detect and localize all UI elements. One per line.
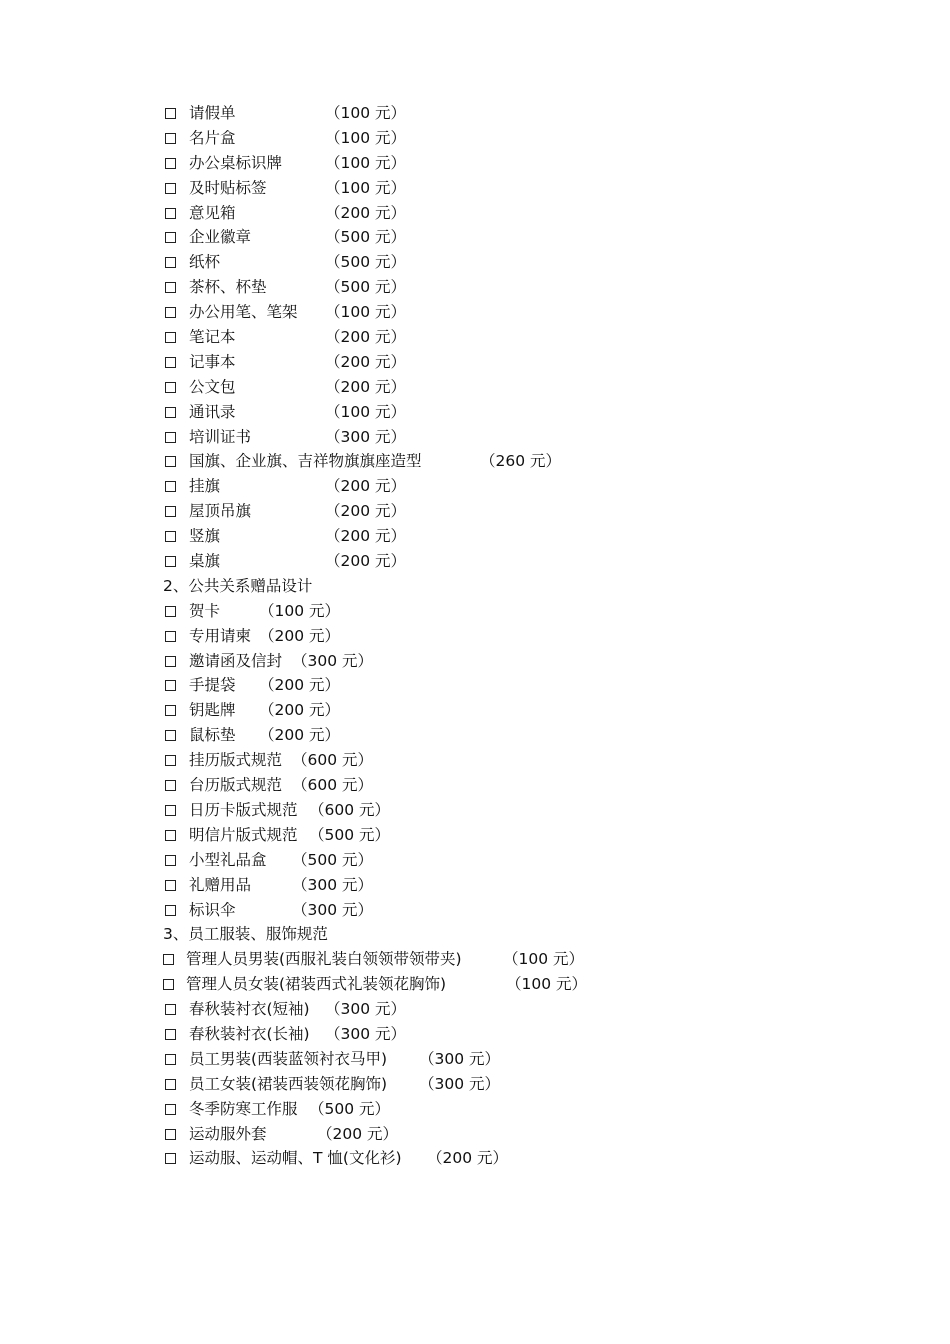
item-price: （300 元） — [419, 1049, 501, 1068]
list-item — [163, 1146, 883, 1171]
checkbox-icon[interactable] — [165, 481, 176, 492]
item-price: （300 元） — [325, 1000, 407, 1019]
list-item — [163, 1022, 883, 1047]
item-price: （500 元） — [325, 253, 407, 272]
item-price: （300 元） — [292, 875, 374, 894]
list-item — [163, 1072, 883, 1097]
item-price: （200 元） — [325, 552, 407, 571]
list-item — [163, 499, 883, 524]
checkbox-icon[interactable] — [165, 1029, 176, 1040]
checkbox-icon[interactable] — [165, 432, 176, 443]
list-item — [163, 848, 883, 873]
checkbox-icon[interactable] — [165, 407, 176, 418]
list-item — [163, 350, 883, 375]
item-label: 手提袋 — [189, 676, 236, 695]
checkbox-icon[interactable] — [165, 183, 176, 194]
item-label: 名片盒 — [189, 128, 236, 147]
item-price: （500 元） — [292, 850, 374, 869]
checkbox-icon[interactable] — [163, 954, 174, 965]
item-label: 笔记本 — [189, 328, 236, 347]
item-price: （200 元） — [259, 726, 341, 745]
item-price: （300 元） — [292, 900, 374, 919]
item-price: （300 元） — [325, 1024, 407, 1043]
list-item — [163, 997, 883, 1022]
item-price: （100 元） — [259, 601, 341, 620]
item-price: （200 元） — [427, 1149, 509, 1168]
list-item — [163, 225, 883, 250]
list-item — [163, 449, 883, 474]
item-label: 小型礼品盒 — [189, 850, 267, 869]
item-price: （200 元） — [325, 377, 407, 396]
checkbox-icon[interactable] — [165, 606, 176, 617]
list-item — [163, 325, 883, 350]
item-label: 春秋装衬衣(短袖) — [189, 1000, 310, 1019]
checkbox-icon[interactable] — [165, 680, 176, 691]
item-price: （100 元） — [503, 950, 585, 969]
list-item — [163, 624, 883, 649]
item-label: 鼠标垫 — [189, 726, 236, 745]
list-item — [163, 698, 883, 723]
item-price: （260 元） — [480, 452, 562, 471]
item-label: 运动服外套 — [189, 1124, 267, 1143]
item-label: 及时贴标签 — [189, 178, 267, 197]
item-label: 春秋装衬衣(长袖) — [189, 1024, 310, 1043]
list-item — [163, 250, 883, 275]
item-price: （200 元） — [325, 352, 407, 371]
section-2-heading: 2、公共关系赠品设计 — [163, 576, 313, 595]
checkbox-icon[interactable] — [163, 979, 174, 990]
list-item — [163, 126, 883, 151]
item-label: 管理人员女装(裙装西式礼装领花胸饰) — [186, 975, 447, 994]
checkbox-icon[interactable] — [165, 556, 176, 567]
item-price: （200 元） — [325, 502, 407, 521]
item-price: （200 元） — [259, 626, 341, 645]
item-label: 台历版式规范 — [189, 776, 283, 795]
item-price: （100 元） — [325, 104, 407, 122]
item-label: 办公桌标识牌 — [189, 153, 283, 172]
item-price: （500 元） — [309, 1099, 391, 1118]
item-label: 记事本 — [189, 352, 236, 371]
item-price: （100 元） — [325, 128, 407, 147]
checkbox-icon[interactable] — [165, 232, 176, 243]
checkbox-icon[interactable] — [165, 133, 176, 144]
list-item — [163, 599, 883, 624]
item-price: （300 元） — [292, 651, 374, 670]
list-item — [163, 898, 883, 923]
item-price: （200 元） — [325, 328, 407, 347]
list-item — [163, 474, 883, 499]
checkbox-icon[interactable] — [165, 257, 176, 268]
checkbox-icon[interactable] — [165, 456, 176, 467]
item-label: 办公用笔、笔架 — [189, 303, 298, 322]
checkbox-icon[interactable] — [165, 506, 176, 517]
item-label: 企业徽章 — [189, 228, 252, 247]
item-price: （100 元） — [325, 303, 407, 322]
list-item — [163, 375, 883, 400]
checkbox-icon[interactable] — [165, 307, 176, 318]
checkbox-icon[interactable] — [165, 1104, 176, 1115]
checkbox-icon[interactable] — [165, 1129, 176, 1140]
checkbox-icon[interactable] — [165, 282, 176, 293]
checkbox-icon[interactable] — [165, 855, 176, 866]
section-3-heading: 3、员工服装、服饰规范 — [163, 925, 328, 944]
checkbox-icon[interactable] — [165, 880, 176, 891]
list-item — [163, 101, 883, 126]
item-price: （100 元） — [325, 153, 407, 172]
list-item — [163, 723, 883, 748]
list-item — [163, 201, 883, 226]
item-label: 桌旗 — [189, 552, 221, 571]
checkbox-icon[interactable] — [165, 705, 176, 716]
item-label: 茶杯、杯垫 — [189, 278, 267, 297]
list-item — [163, 1097, 883, 1122]
item-price: （200 元） — [259, 701, 341, 720]
list-item — [163, 773, 883, 798]
item-label: 专用请柬 — [189, 626, 252, 645]
item-price: （500 元） — [309, 825, 391, 844]
list-item — [163, 425, 883, 450]
item-price: （200 元） — [259, 676, 341, 695]
checkbox-icon[interactable] — [165, 805, 176, 816]
item-price: （300 元） — [419, 1074, 501, 1093]
list-item — [163, 400, 883, 425]
item-price: （100 元） — [506, 975, 588, 994]
item-price: （200 元） — [317, 1124, 399, 1143]
list-item — [163, 798, 883, 823]
list-item — [163, 823, 883, 848]
checkbox-icon[interactable] — [165, 208, 176, 219]
item-price: （300 元） — [325, 427, 407, 446]
item-price: （100 元） — [325, 402, 407, 421]
checkbox-icon[interactable] — [165, 780, 176, 791]
item-label: 运动服、运动帽、T 恤(文化衫) — [189, 1149, 402, 1168]
item-price: （500 元） — [325, 278, 407, 297]
checkbox-icon[interactable] — [165, 1079, 176, 1090]
list-item — [163, 524, 883, 549]
item-price: （200 元） — [325, 203, 407, 222]
checkbox-icon[interactable] — [165, 730, 176, 741]
item-label: 纸杯 — [189, 253, 221, 272]
checkbox-icon[interactable] — [165, 905, 176, 916]
item-price: （500 元） — [325, 228, 407, 247]
list-item — [163, 549, 883, 574]
item-label: 邀请函及信封 — [189, 651, 283, 670]
list-item — [163, 649, 883, 674]
checkbox-icon[interactable] — [165, 656, 176, 667]
checkbox-icon[interactable] — [165, 382, 176, 393]
list-item — [163, 947, 883, 972]
item-label: 员工男装(西装蓝领衬衣马甲) — [189, 1049, 388, 1068]
item-label: 通讯录 — [189, 402, 236, 421]
list-item — [163, 673, 883, 698]
item-price: （600 元） — [292, 776, 374, 795]
item-label: 公文包 — [189, 377, 236, 396]
item-label: 请假单 — [189, 104, 236, 122]
checkbox-icon[interactable] — [165, 755, 176, 766]
item-price: （600 元） — [309, 800, 391, 819]
item-label: 钥匙牌 — [189, 701, 236, 720]
checkbox-icon[interactable] — [165, 158, 176, 169]
list-item — [163, 151, 883, 176]
checkbox-icon[interactable] — [165, 830, 176, 841]
checkbox-icon[interactable] — [165, 332, 176, 343]
list-item — [163, 972, 883, 997]
item-label: 竖旗 — [189, 527, 221, 546]
item-label: 日历卡版式规范 — [189, 800, 298, 819]
item-label: 国旗、企业旗、吉祥物旗旗座造型 — [189, 452, 422, 471]
list-item — [163, 873, 883, 898]
checkbox-icon[interactable] — [165, 1153, 176, 1164]
list-item — [163, 1122, 883, 1147]
item-label: 挂旗 — [189, 477, 221, 496]
item-label: 管理人员男装(西服礼装白领领带领带夹) — [186, 950, 462, 969]
list-item — [163, 748, 883, 773]
checkbox-icon[interactable] — [165, 1054, 176, 1065]
list-item — [163, 176, 883, 201]
item-label: 礼赠用品 — [189, 875, 252, 894]
item-price: （100 元） — [325, 178, 407, 197]
section-heading — [163, 922, 883, 947]
item-label: 挂历版式规范 — [189, 751, 283, 770]
checkbox-icon[interactable] — [165, 631, 176, 642]
item-label: 标识伞 — [189, 900, 236, 919]
item-label: 贺卡 — [189, 601, 221, 620]
item-label: 意见箱 — [189, 203, 236, 222]
item-price: （200 元） — [325, 477, 407, 496]
list-item — [163, 1047, 883, 1072]
item-price: （600 元） — [292, 751, 374, 770]
item-label: 明信片版式规范 — [189, 825, 298, 844]
item-list — [163, 101, 883, 1171]
list-item — [163, 275, 883, 300]
item-label: 培训证书 — [189, 427, 252, 446]
list-item — [163, 300, 883, 325]
checkbox-icon[interactable] — [165, 1004, 176, 1015]
item-label: 屋顶吊旗 — [189, 502, 252, 521]
item-label: 员工女装(裙装西装领花胸饰) — [189, 1074, 388, 1093]
checkbox-icon[interactable] — [165, 357, 176, 368]
item-label: 冬季防寒工作服 — [189, 1099, 298, 1118]
checkbox-icon[interactable] — [165, 108, 176, 119]
section-heading — [163, 574, 883, 599]
item-price: （200 元） — [325, 527, 407, 546]
checkbox-icon[interactable] — [165, 531, 176, 542]
